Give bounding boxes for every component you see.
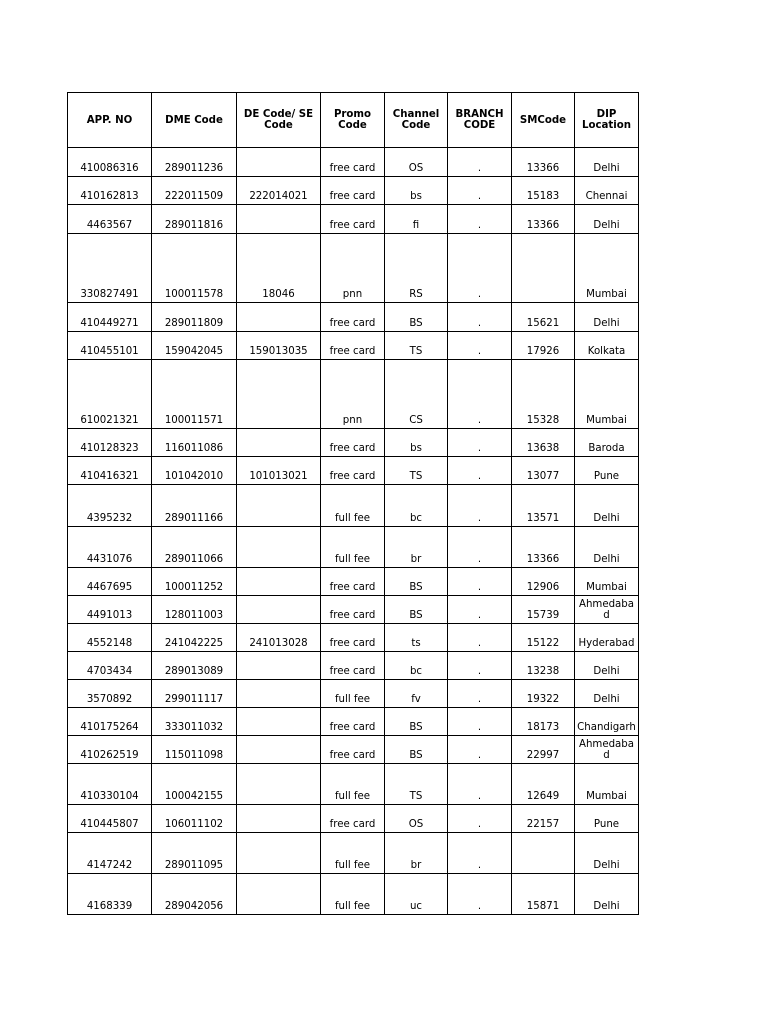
cell-de-se-code — [237, 764, 321, 805]
cell-dip-location: Pune — [575, 457, 639, 485]
cell-dme-code: 101042010 — [152, 457, 237, 485]
cell-smcode: 18173 — [512, 708, 575, 736]
cell-dme-code: 289011166 — [152, 485, 237, 527]
cell-dip-location: Ahmedaba d — [575, 596, 639, 624]
cell-branch-code: . — [448, 429, 512, 457]
cell-promo-code: pnn — [321, 360, 385, 429]
cell-channel-code: ts — [385, 624, 448, 652]
cell-de-se-code — [237, 303, 321, 332]
cell-smcode: 13571 — [512, 485, 575, 527]
cell-app-no: 330827491 — [68, 234, 152, 303]
cell-app-no: 410086316 — [68, 148, 152, 177]
cell-app-no: 410330104 — [68, 764, 152, 805]
table-row — [68, 332, 639, 360]
cell-de-se-code — [237, 527, 321, 568]
cell-de-se-code — [237, 568, 321, 596]
cell-smcode: 15621 — [512, 303, 575, 332]
cell-smcode: 13077 — [512, 457, 575, 485]
cell-promo-code: free card — [321, 736, 385, 764]
cell-channel-code: fv — [385, 680, 448, 708]
cell-app-no: 4395232 — [68, 485, 152, 527]
cell-app-no: 410162813 — [68, 177, 152, 205]
cell-app-no: 4168339 — [68, 874, 152, 915]
cell-smcode: 22157 — [512, 805, 575, 833]
table-row — [68, 874, 639, 915]
table-row — [68, 457, 639, 485]
cell-dme-code: 159042045 — [152, 332, 237, 360]
table-row — [68, 303, 639, 332]
cell-dip-location: Mumbai — [575, 568, 639, 596]
cell-branch-code: . — [448, 833, 512, 874]
cell-dip-location: Delhi — [575, 652, 639, 680]
cell-smcode: 15739 — [512, 596, 575, 624]
cell-smcode: 13366 — [512, 205, 575, 234]
cell-smcode: 15328 — [512, 360, 575, 429]
cell-promo-code: full fee — [321, 680, 385, 708]
cell-branch-code: . — [448, 652, 512, 680]
table-row — [68, 148, 639, 177]
applications-table — [67, 92, 639, 915]
cell-promo-code: free card — [321, 177, 385, 205]
cell-branch-code: . — [448, 596, 512, 624]
cell-de-se-code: 222014021 — [237, 177, 321, 205]
cell-branch-code: . — [448, 736, 512, 764]
cell-channel-code: bc — [385, 485, 448, 527]
cell-dme-code: 100011571 — [152, 360, 237, 429]
cell-channel-code: BS — [385, 708, 448, 736]
cell-smcode: 13238 — [512, 652, 575, 680]
cell-branch-code: . — [448, 805, 512, 833]
table-row — [68, 736, 639, 764]
cell-channel-code: OS — [385, 805, 448, 833]
cell-dme-code: 100011578 — [152, 234, 237, 303]
cell-dme-code: 115011098 — [152, 736, 237, 764]
cell-de-se-code: 241013028 — [237, 624, 321, 652]
cell-dme-code: 116011086 — [152, 429, 237, 457]
table-row — [68, 652, 639, 680]
cell-channel-code: br — [385, 833, 448, 874]
cell-de-se-code — [237, 429, 321, 457]
cell-smcode: 13366 — [512, 148, 575, 177]
cell-channel-code: TS — [385, 764, 448, 805]
cell-app-no: 4147242 — [68, 833, 152, 874]
cell-de-se-code — [237, 652, 321, 680]
cell-dip-location: Chennai — [575, 177, 639, 205]
cell-branch-code: . — [448, 680, 512, 708]
cell-promo-code: full fee — [321, 874, 385, 915]
table-row — [68, 596, 639, 624]
header-smcode: SMCode — [512, 93, 575, 148]
cell-dip-location: Baroda — [575, 429, 639, 457]
cell-promo-code: pnn — [321, 234, 385, 303]
cell-branch-code: . — [448, 764, 512, 805]
header-row — [68, 93, 639, 148]
table-row — [68, 680, 639, 708]
cell-smcode: 12649 — [512, 764, 575, 805]
cell-dme-code: 289013089 — [152, 652, 237, 680]
cell-smcode: 15122 — [512, 624, 575, 652]
cell-app-no: 4467695 — [68, 568, 152, 596]
cell-app-no: 410416321 — [68, 457, 152, 485]
cell-promo-code: free card — [321, 205, 385, 234]
cell-promo-code: full fee — [321, 764, 385, 805]
cell-dme-code: 106011102 — [152, 805, 237, 833]
cell-channel-code: BS — [385, 736, 448, 764]
cell-promo-code: free card — [321, 457, 385, 485]
cell-dip-location: Mumbai — [575, 360, 639, 429]
cell-branch-code: . — [448, 177, 512, 205]
cell-dip-location: Delhi — [575, 680, 639, 708]
cell-dip-location: Delhi — [575, 874, 639, 915]
cell-dme-code: 100042155 — [152, 764, 237, 805]
table-row — [68, 805, 639, 833]
cell-dme-code: 289011066 — [152, 527, 237, 568]
cell-dip-location: Kolkata — [575, 332, 639, 360]
header-dip-location: DIP Location — [575, 93, 639, 148]
table-row — [68, 708, 639, 736]
cell-branch-code: . — [448, 303, 512, 332]
cell-dip-location: Delhi — [575, 205, 639, 234]
cell-branch-code: . — [448, 205, 512, 234]
cell-dme-code: 289011816 — [152, 205, 237, 234]
cell-app-no: 410175264 — [68, 708, 152, 736]
header-de-se-code: DE Code/ SE Code — [237, 93, 321, 148]
header-app-no: APP. NO — [68, 93, 152, 148]
table-body — [68, 148, 639, 915]
cell-channel-code: BS — [385, 303, 448, 332]
cell-channel-code: bs — [385, 177, 448, 205]
cell-dme-code: 128011003 — [152, 596, 237, 624]
cell-promo-code: free card — [321, 303, 385, 332]
cell-de-se-code — [237, 805, 321, 833]
cell-app-no: 4463567 — [68, 205, 152, 234]
cell-smcode — [512, 234, 575, 303]
cell-dip-location: Chandigarh — [575, 708, 639, 736]
cell-channel-code: fi — [385, 205, 448, 234]
cell-channel-code: CS — [385, 360, 448, 429]
cell-branch-code: . — [448, 527, 512, 568]
cell-channel-code: BS — [385, 596, 448, 624]
cell-smcode: 15871 — [512, 874, 575, 915]
table-row — [68, 205, 639, 234]
cell-branch-code: . — [448, 360, 512, 429]
cell-app-no: 4491013 — [68, 596, 152, 624]
cell-dip-location: Delhi — [575, 485, 639, 527]
cell-promo-code: free card — [321, 708, 385, 736]
cell-branch-code: . — [448, 234, 512, 303]
cell-de-se-code — [237, 205, 321, 234]
cell-promo-code: free card — [321, 568, 385, 596]
cell-dip-location: Hyderabad — [575, 624, 639, 652]
cell-promo-code: free card — [321, 429, 385, 457]
table-row — [68, 624, 639, 652]
cell-de-se-code — [237, 148, 321, 177]
cell-dme-code: 289042056 — [152, 874, 237, 915]
cell-dip-location: Mumbai — [575, 234, 639, 303]
cell-smcode: 22997 — [512, 736, 575, 764]
cell-dip-location: Pune — [575, 805, 639, 833]
cell-channel-code: RS — [385, 234, 448, 303]
cell-dme-code: 289011095 — [152, 833, 237, 874]
cell-smcode: 19322 — [512, 680, 575, 708]
cell-de-se-code: 18046 — [237, 234, 321, 303]
cell-app-no: 410449271 — [68, 303, 152, 332]
cell-promo-code: free card — [321, 652, 385, 680]
cell-dme-code: 299011117 — [152, 680, 237, 708]
table-row — [68, 833, 639, 874]
cell-promo-code: full fee — [321, 527, 385, 568]
cell-promo-code: free card — [321, 596, 385, 624]
cell-branch-code: . — [448, 874, 512, 915]
cell-app-no: 3570892 — [68, 680, 152, 708]
cell-dip-location: Delhi — [575, 148, 639, 177]
cell-branch-code: . — [448, 568, 512, 596]
cell-app-no: 4431076 — [68, 527, 152, 568]
cell-promo-code: full fee — [321, 485, 385, 527]
table-row — [68, 527, 639, 568]
header-dme-code: DME Code — [152, 93, 237, 148]
cell-branch-code: . — [448, 332, 512, 360]
table-row — [68, 429, 639, 457]
table-row — [68, 234, 639, 303]
cell-dme-code: 222011509 — [152, 177, 237, 205]
cell-dip-location: Delhi — [575, 833, 639, 874]
cell-app-no: 4703434 — [68, 652, 152, 680]
cell-branch-code: . — [448, 485, 512, 527]
cell-dip-location: Delhi — [575, 527, 639, 568]
cell-dip-location: Delhi — [575, 303, 639, 332]
cell-de-se-code — [237, 874, 321, 915]
table-row — [68, 360, 639, 429]
cell-dme-code: 289011809 — [152, 303, 237, 332]
cell-app-no: 410445807 — [68, 805, 152, 833]
cell-channel-code: OS — [385, 148, 448, 177]
cell-promo-code: free card — [321, 148, 385, 177]
cell-dip-location: Ahmedaba d — [575, 736, 639, 764]
cell-dme-code: 333011032 — [152, 708, 237, 736]
cell-dip-location: Mumbai — [575, 764, 639, 805]
cell-channel-code: TS — [385, 332, 448, 360]
cell-app-no: 410455101 — [68, 332, 152, 360]
cell-branch-code: . — [448, 708, 512, 736]
cell-smcode: 13638 — [512, 429, 575, 457]
cell-de-se-code — [237, 360, 321, 429]
cell-promo-code: free card — [321, 805, 385, 833]
cell-smcode: 13366 — [512, 527, 575, 568]
cell-app-no: 410262519 — [68, 736, 152, 764]
cell-dme-code: 100011252 — [152, 568, 237, 596]
table-row — [68, 568, 639, 596]
cell-de-se-code: 101013021 — [237, 457, 321, 485]
cell-channel-code: bs — [385, 429, 448, 457]
cell-promo-code: free card — [321, 332, 385, 360]
table-row — [68, 485, 639, 527]
cell-smcode — [512, 833, 575, 874]
cell-de-se-code: 159013035 — [237, 332, 321, 360]
cell-promo-code: free card — [321, 624, 385, 652]
cell-de-se-code — [237, 736, 321, 764]
cell-de-se-code — [237, 680, 321, 708]
cell-channel-code: bc — [385, 652, 448, 680]
cell-smcode: 15183 — [512, 177, 575, 205]
cell-channel-code: BS — [385, 568, 448, 596]
cell-de-se-code — [237, 596, 321, 624]
cell-channel-code: uc — [385, 874, 448, 915]
cell-app-no: 410128323 — [68, 429, 152, 457]
cell-channel-code: br — [385, 527, 448, 568]
cell-app-no: 4552148 — [68, 624, 152, 652]
cell-de-se-code — [237, 833, 321, 874]
cell-app-no: 610021321 — [68, 360, 152, 429]
cell-branch-code: . — [448, 148, 512, 177]
table-row — [68, 764, 639, 805]
cell-de-se-code — [237, 485, 321, 527]
cell-dme-code: 289011236 — [152, 148, 237, 177]
header-channel-code: Channel Code — [385, 93, 448, 148]
cell-de-se-code — [237, 708, 321, 736]
cell-branch-code: . — [448, 624, 512, 652]
cell-dme-code: 241042225 — [152, 624, 237, 652]
cell-smcode: 12906 — [512, 568, 575, 596]
cell-promo-code: full fee — [321, 833, 385, 874]
cell-smcode: 17926 — [512, 332, 575, 360]
header-branch-code: BRANCH CODE — [448, 93, 512, 148]
table-row — [68, 177, 639, 205]
cell-channel-code: TS — [385, 457, 448, 485]
header-promo-code: Promo Code — [321, 93, 385, 148]
cell-branch-code: . — [448, 457, 512, 485]
